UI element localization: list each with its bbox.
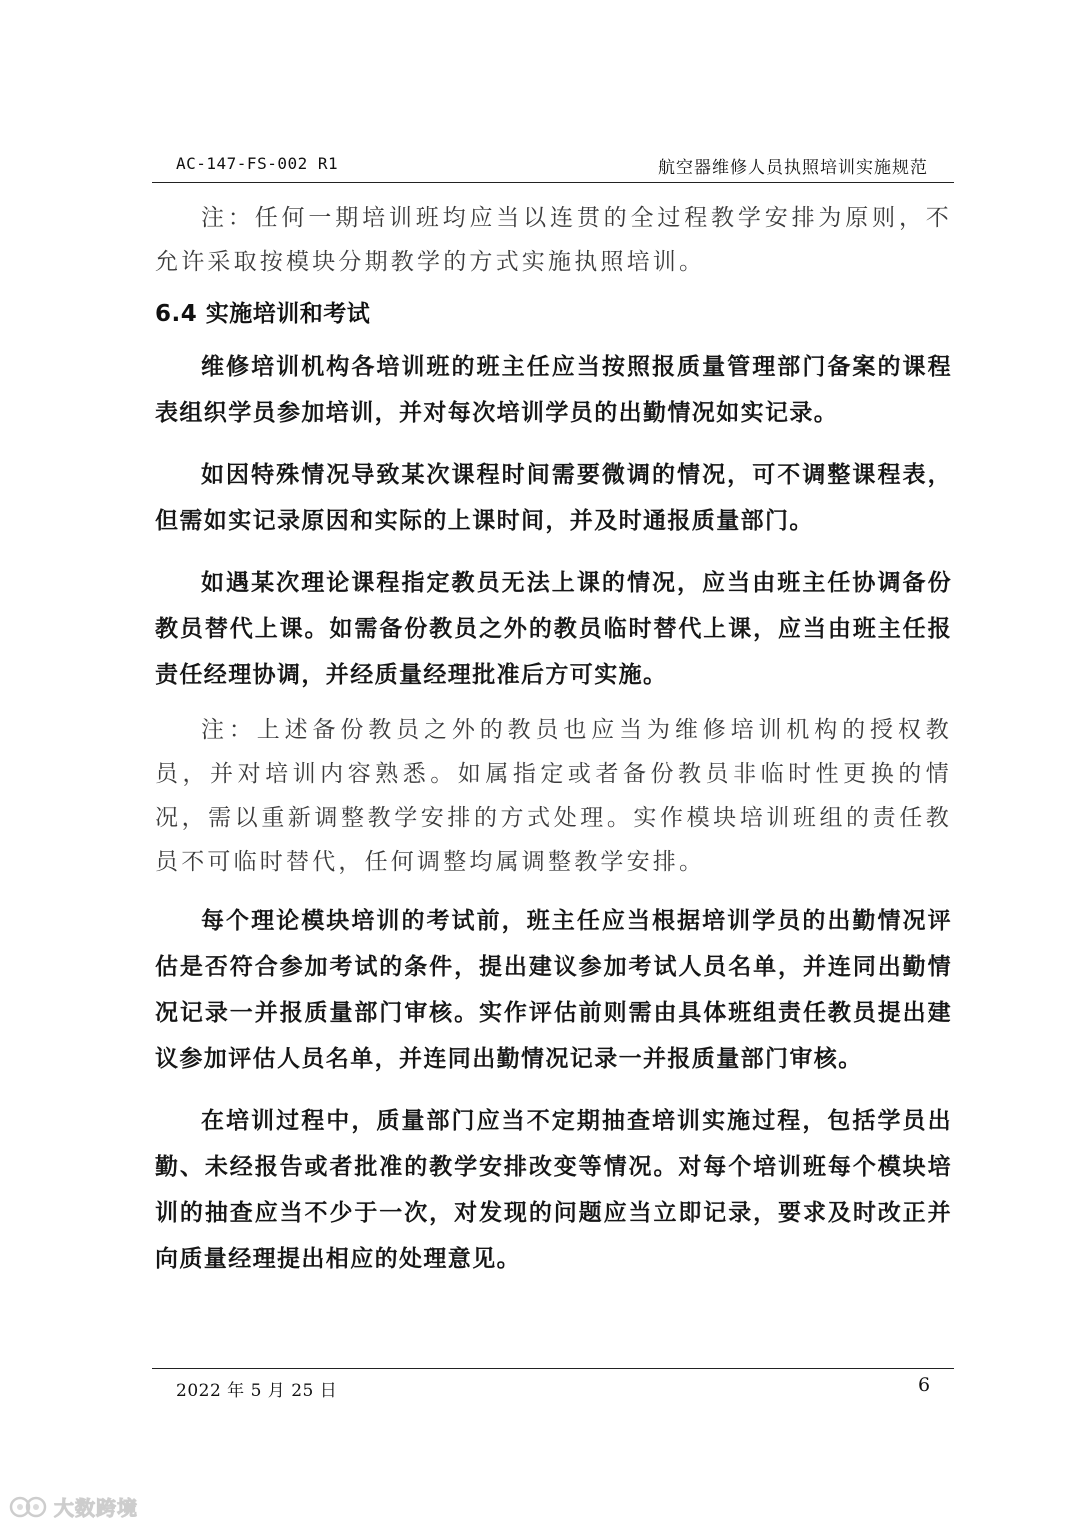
body-paragraph: 如遇某次理论课程指定教员无法上课的情况，应当由班主任协调备份教员替代上课。如需备份教员之外的教员临时替代上课，应当由班主任报责任经理协调，并经质量经理批准后方可实施。 bbox=[155, 569, 952, 688]
body-paragraph: 如因特殊情况导致某次课程时间需要微调的情况，可不调整课程表，但需如实记录原因和实际的上课时间，并及时通报质量部门。 bbox=[155, 461, 952, 534]
note-paragraph: 注：上述备份教员之外的教员也应当为维修培训机构的授权教员，并对培训内容熟悉。如属指定或者备份教员非临时性更换的情况，需以重新调整教学安排的方式处理。实作模块培训班组的责任教员不可临时替代，任何调整均属调整教学安排。 bbox=[155, 717, 952, 875]
watermark-text: 大数跨境 bbox=[54, 1496, 138, 1520]
page-number: 6 bbox=[918, 1374, 931, 1396]
footer-divider bbox=[152, 1368, 954, 1369]
page-body bbox=[155, 196, 952, 1282]
body-paragraph: 维修培训机构各培训班的班主任应当按照报质量管理部门备案的课程表组织学员参加培训，并对每次培训学员的出勤情况如实记录。 bbox=[155, 353, 952, 426]
body-paragraph: 在培训过程中，质量部门应当不定期抽查培训实施过程，包括学员出勤、未经报告或者批准的教学安排改变等情况。对每个培训班每个模块培训的抽查应当不少于一次，对发现的问题应当立即记录，要求及时改正并向质量经理提出相应的处理意见。 bbox=[155, 1107, 952, 1272]
document-code: AC-147-FS-002 R1 bbox=[176, 154, 339, 173]
document-title: 航空器维修人员执照培训实施规范 bbox=[658, 158, 928, 178]
body-paragraph: 每个理论模块培训的考试前，班主任应当根据培训学员的出勤情况评估是否符合参加考试的条件，提出建议参加考试人员名单，并连同出勤情况记录一并报质量部门审核。实作评估前则需由具体班组责任教员提出建议参加评估人员名单，并连同出勤情况记录一并报质量部门审核。 bbox=[155, 907, 952, 1072]
footer-date: 2022 年 5 月 25 日 bbox=[176, 1381, 338, 1401]
watermark bbox=[8, 1492, 138, 1521]
watermark-logo-icon bbox=[8, 1494, 50, 1520]
section-heading: 6.4 实施培训和考试 bbox=[155, 301, 371, 327]
page-header bbox=[152, 152, 954, 183]
note-paragraph: 注：任何一期培训班均应当以连贯的全过程教学安排为原则，不允许采取按模块分期教学的方式实施执照培训。 bbox=[155, 205, 952, 275]
